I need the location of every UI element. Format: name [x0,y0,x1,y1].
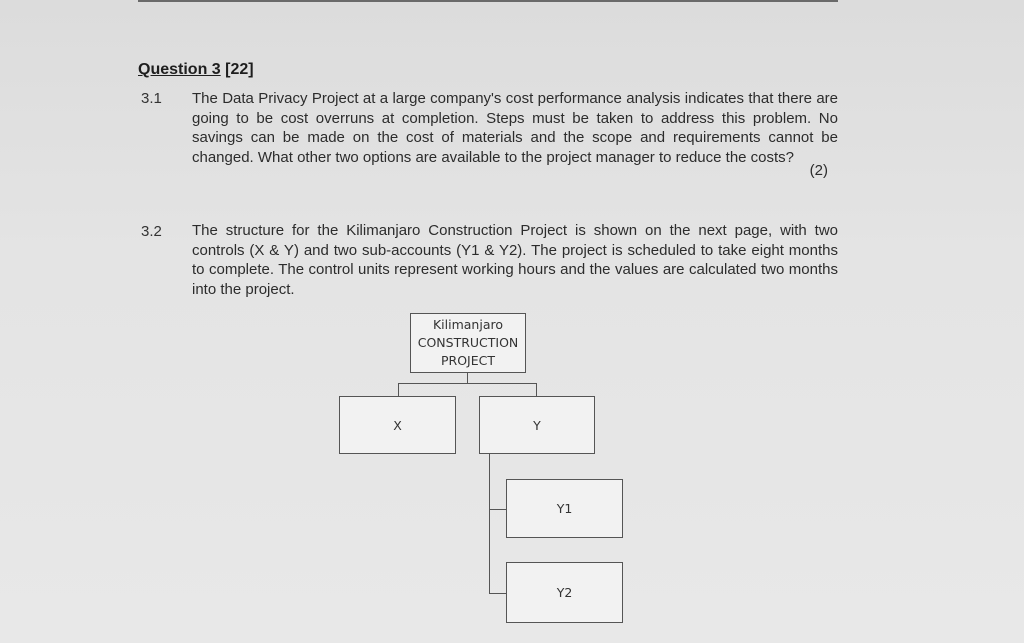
node-y2-label: Y2 [556,585,573,600]
connector-to-y2 [489,593,506,594]
connector-to-y1 [489,509,506,510]
connector-to-y [536,383,537,396]
node-y [479,396,595,454]
top-rule [138,0,838,2]
node-x [339,396,456,454]
q31-number: 3.1 [141,90,162,107]
connector-to-x [398,383,399,396]
question-label: Question 3 [138,61,221,78]
root-line-2: CONSTRUCTION [417,335,519,350]
root-line-1: Kilimanjaro [432,317,504,332]
node-y2 [506,562,623,623]
node-x-label: X [393,417,402,433]
connector-horizontal [398,383,537,384]
question-heading [138,61,254,79]
node-y1 [506,479,623,538]
q31-text: The Data Privacy Project at a large company's cost performance analysis indicates that there are going to be cost overruns at completion. Steps must be taken to address this problem. No savings can be made on the cost of materials and the scope and requirements cannot be changed. What other two options are available to the project manager to reduce the costs? [192,90,838,166]
connector-root-down [467,373,468,383]
root-node [410,313,526,373]
q32-text: The structure for the Kilimanjaro Construction Project is shown on the next page, with two controls (X & Y) and two sub-accounts (Y1 & Y2). The project is scheduled to take eight months to complete. The control units represent working hours and the values are calculated two months into the project. [192,222,838,298]
node-y1-label: Y1 [556,501,573,516]
q32-number: 3.2 [141,223,162,240]
node-y-label: Y [533,417,541,433]
q31-marks: (2) [809,162,828,179]
connector-y-trunk [489,454,490,594]
root-line-3: PROJECT [440,353,495,368]
question-marks: [22] [225,61,254,78]
